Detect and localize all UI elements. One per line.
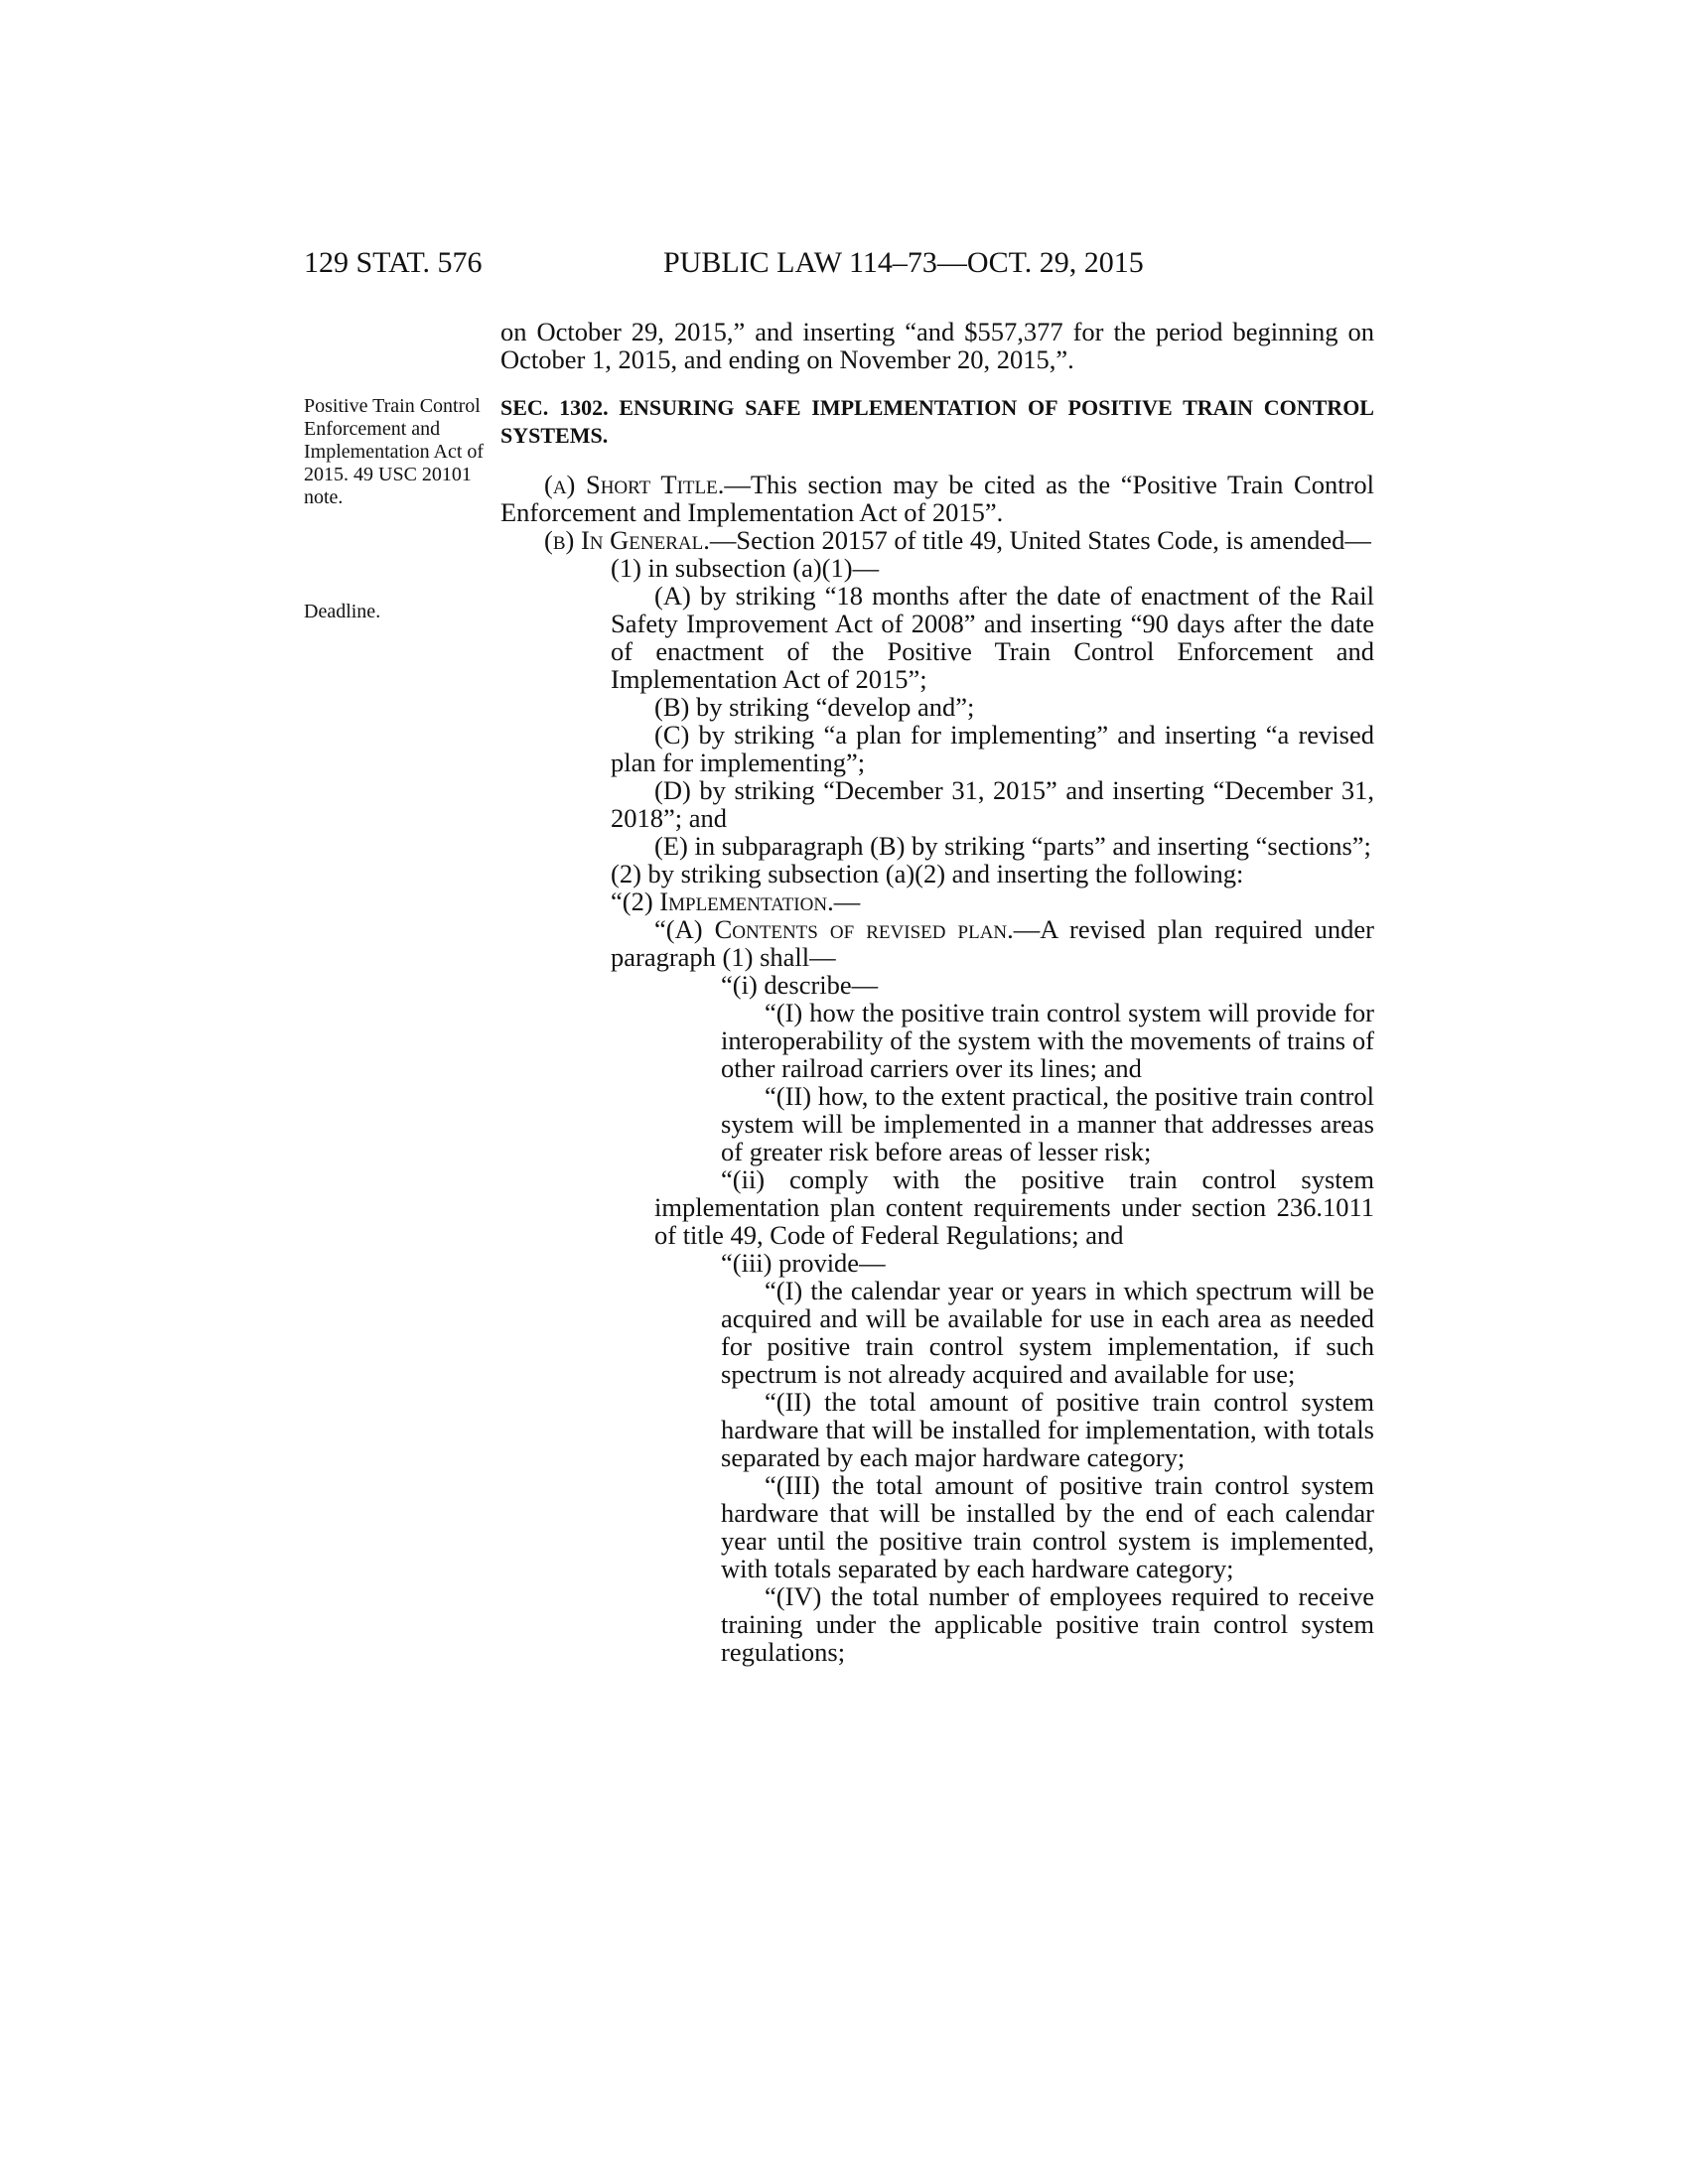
subclause-i-I-text: “(I) how the positive train control system will provide for interoperability of the system with the movements of trains of other railroad carriers over its lines; and — [721, 998, 1374, 1083]
subparagraph-1D: (D) by striking “December 31, 2015” and inserting “December 31, 2018”; and — [611, 775, 1374, 833]
margin-note-deadline: Deadline. — [304, 601, 381, 622]
paragraph-2-implementation — [500, 887, 1374, 915]
paragraph-1: (1) in subsection (a)(1)— — [611, 553, 880, 583]
subparagraph-1A-text: (A) by striking “18 months after the date of enactment of the Rail Safety Improvement Act of 2008” and inserting “90 days after the date of enactment of the Positive Train Control Enforcement and Implementation Act of 2015”; — [611, 581, 1374, 694]
subsection-b-text: —Section 20157 of title 49, United States Code, is amended— — [709, 525, 1371, 555]
subparagraph-1C: (C) by striking “a plan for implementing” and inserting “a revised plan for implementing”; — [611, 720, 1374, 777]
margin-note-short-title: Positive Train Control Enforcement and Implementation Act of 2015. 49 USC 20101 note. — [304, 395, 485, 508]
contents-text: —A revised plan required under paragraph (1) shall— — [611, 914, 1374, 972]
subsection-b-label: (b) In General. — [544, 525, 710, 555]
subclause-iii-IV: “(IV) the total number of employees required to receive training under the applicable positive train control system regulations; — [721, 1581, 1374, 1667]
subclause-i-II: “(II) how, to the extent practical, the positive train control system will be implemented in a manner that addresses areas of greater risk before areas of lesser risk; — [721, 1081, 1374, 1166]
document-body — [500, 318, 1374, 1666]
subsection-a — [500, 471, 1374, 526]
clause-ii: “(ii) comply with the positive train control system implementation plan content requirements under section 236.1011 of title 49, Code of Federal Regulations; and — [654, 1164, 1374, 1250]
section-heading-text: SEC. 1302. ENSURING SAFE IMPLEMENTATION OF POSITIVE TRAIN CONTROL SYSTEMS. — [500, 395, 1374, 448]
contents-label: “(A) Contents of revised plan. — [654, 914, 1014, 944]
subparagraph-1E: (E) in subparagraph (B) by striking “parts” and inserting “sections”; — [654, 831, 1371, 861]
subclause-iii-I: “(I) the calendar year or years in which spectrum will be acquired and will be available for use in each area as needed for positive train control system implementation, if such spectrum is not already acquired and available for use; — [721, 1276, 1374, 1389]
subsection-b — [500, 526, 1374, 554]
clause-i: “(i) describe— — [721, 970, 879, 1000]
subsection-a-label: (a) Short Title. — [544, 470, 725, 499]
subclause-i-I — [500, 999, 1374, 1082]
subparagraph-1A — [500, 582, 1374, 693]
paragraph-2: (2) by striking subsection (a)(2) and inserting the following: — [611, 859, 1244, 888]
subparagraph-1B: (B) by striking “develop and”; — [654, 692, 975, 722]
subclause-iii-III: “(III) the total amount of positive train control system hardware that will be installed by the end of each calendar year until the positive train control system is implemented, with totals separated by each hardware category; — [721, 1470, 1374, 1583]
implementation-label: “(2) Implementation. — [611, 887, 834, 916]
page-running-head: PUBLIC LAW 114–73—OCT. 29, 2015 — [663, 246, 1144, 279]
subclause-iii-II: “(II) the total amount of positive train control system hardware that will be installed for implementation, with totals separated by each major hardware category; — [721, 1387, 1374, 1472]
page-stat-number: 129 STAT. 576 — [304, 246, 483, 279]
section-heading — [500, 394, 1374, 450]
subsection-a-text: —This section may be cited as the “Positive Train Control Enforcement and Implementation Act of 2015”. — [500, 470, 1374, 527]
subparagraph-2A — [500, 915, 1374, 971]
paragraph-continuation: on October 29, 2015,” and inserting “and $557,377 for the period beginning on October 1, 2015, and ending on November 20, 2015,”. — [500, 317, 1374, 374]
clause-iii: “(iii) provide— — [721, 1248, 886, 1278]
implementation-dash: — — [833, 887, 861, 916]
